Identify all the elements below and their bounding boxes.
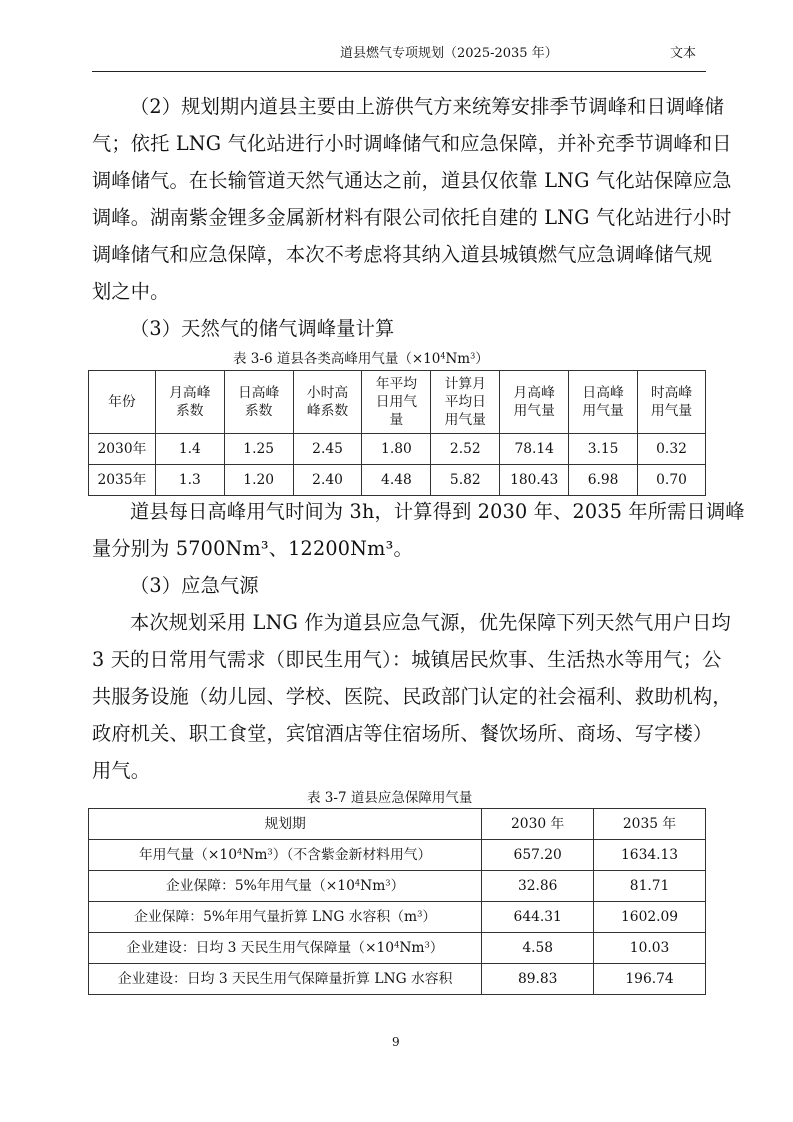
superscript: 4 [394, 939, 400, 950]
running-header-title: 道县燃气专项规划（2025-2035 年） [340, 46, 558, 61]
header-cell-line: 用气量 [513, 403, 555, 419]
header-cell: 2035 年 [594, 809, 706, 840]
header-cell-line: 日高峰 [582, 385, 624, 401]
text-line: 用气。 [92, 759, 151, 782]
text-line: 政府机关、职工食堂，宾馆酒店等住宿场所、餐饮场所、商场、写字楼） [92, 722, 713, 745]
table-cell: 4.48 [362, 465, 431, 496]
text-line: 调峰储气。在长输管道天然气通达之前，道县仅依靠 LNG 气化站保障应急 [92, 169, 732, 192]
row-label [89, 964, 482, 995]
table-cell: 0.70 [638, 465, 706, 496]
header-cell [500, 371, 569, 434]
header-cell-line: 系数 [176, 403, 204, 419]
text-line: 3 天的日常用气需求（即民生用气）：城镇居民炊事、生活热水等用气；公 [92, 648, 722, 671]
label-text: 企业建设：日均 3 天民生用气保障量（×10 [126, 940, 395, 956]
text-line: 划之中。 [92, 280, 170, 303]
header-rule [92, 71, 706, 72]
table-cell: 78.14 [500, 434, 569, 465]
header-cell-line: 时高峰 [650, 385, 693, 401]
label-text: 企业建设：日均 3 天民生用气保障量折算 LNG 水容积 [117, 971, 453, 987]
header-cell [569, 371, 638, 434]
value-v2035: 196.74 [594, 964, 706, 995]
label-text: ）（不含紫金新材料用气） [272, 847, 432, 863]
table-3-7-caption: 表 3-7 道县应急保障用气量 [307, 790, 473, 806]
table-cell: 1.20 [224, 465, 293, 496]
table-cell: 2035年 [89, 465, 156, 496]
header-cell: 规划期 [89, 809, 482, 840]
header-cell [89, 371, 156, 434]
table-3-6-caption: 表 3-6 道县各类高峰用气量$(\times 10^4Nm^3)$ [233, 350, 489, 367]
text-line: （2）规划期内道县主要由上游供气方来统筹安排季节调峰和日调峰储 [130, 95, 725, 118]
section-heading-emergency: （3）应急气源 [130, 574, 259, 597]
row-label [89, 840, 482, 871]
text-line: 道县每日高峰用气时间为 3h，计算得到 2030 年、2035 年所需日调峰 [130, 500, 745, 523]
row-label [89, 933, 482, 964]
table-row [89, 840, 706, 871]
label-text: ） [429, 940, 444, 956]
label-text: ） [390, 878, 405, 894]
text-line: 调峰。湖南紫金锂多金属新材料有限公司依托自建的 LNG 气化站进行小时 [92, 206, 732, 229]
header-cell-line: 峰系数 [306, 403, 349, 419]
superscript: 4 [237, 846, 243, 857]
text-line: 量分别为 5700Nm³、12200Nm³。 [92, 537, 413, 560]
header-cell [155, 371, 224, 434]
table-row [89, 933, 706, 964]
text-line: 本次规划采用 LNG 作为道县应急气源，优先保障下列天然气用户日均 [130, 611, 731, 634]
value-v2030: 32.86 [482, 871, 594, 902]
superscript: 3 [424, 939, 430, 950]
header-cell-line: 用气量 [582, 403, 624, 419]
label-text: Nm [399, 940, 425, 956]
header-cell [224, 371, 293, 434]
value-v2030: 4.58 [482, 933, 594, 964]
table-cell: 2.52 [431, 434, 500, 465]
header-cell-line: 计算月 [444, 376, 486, 392]
row-label [89, 902, 482, 933]
table-row [89, 964, 706, 995]
header-cell-line: 用气量 [650, 403, 693, 419]
table-cell: 2030年 [89, 434, 156, 465]
header-cell-line: 日用气 [375, 394, 418, 410]
value-v2030: 644.31 [482, 902, 594, 933]
table-row [89, 434, 706, 465]
superscript: 4 [354, 877, 361, 888]
superscript: 3 [417, 908, 423, 919]
header-cell-line: 日高峰 [237, 385, 280, 401]
table-3-6 [88, 370, 706, 496]
text-line: 共服务设施（幼儿园、学校、医院、民政部门认定的社会福利、救助机构， [92, 685, 732, 708]
header-cell: 2030 年 [482, 809, 594, 840]
header-cell [431, 371, 500, 434]
superscript: 3 [267, 846, 273, 857]
header-cell-line: 月高峰 [169, 385, 211, 401]
table-cell: 1.3 [155, 465, 224, 496]
header-cell [293, 371, 362, 434]
header-cell-line: 月高峰 [513, 385, 555, 401]
table-cell: 1.80 [362, 434, 431, 465]
table-cell: 1.25 [224, 434, 293, 465]
text-line: 调峰储气和应急保障，本次不考虑将其纳入道县城镇燃气应急调峰储气规 [92, 243, 713, 266]
value-v2035: 10.03 [594, 933, 706, 964]
table-cell: 180.43 [500, 465, 569, 496]
superscript: 3 [385, 877, 391, 888]
table-cell: 3.15 [569, 434, 638, 465]
label-text: 企业保障：5%年用气量折算 LNG 水容积（m [134, 909, 418, 925]
table-cell: 2.40 [293, 465, 362, 496]
label-text: ） [422, 909, 437, 925]
table-cell: 1.4 [155, 434, 224, 465]
label-text: Nm [360, 878, 386, 894]
value-v2035: 1634.13 [594, 840, 706, 871]
label-text: 企业保障：5%年用气量（×10 [165, 878, 355, 894]
label-text: Nm [242, 847, 268, 863]
header-cell-line: 系数 [244, 403, 273, 419]
table-row [89, 902, 706, 933]
table-row [89, 465, 706, 496]
page-number: 9 [392, 1035, 400, 1049]
table-header-row [89, 809, 706, 840]
header-cell-line: 年平均 [375, 376, 418, 392]
table-cell: 5.82 [431, 465, 500, 496]
section-heading-peak-calc: （3）天然气的储气调峰量计算 [130, 317, 395, 340]
table-cell: 2.45 [293, 434, 362, 465]
header-cell [638, 371, 706, 434]
header-cell-line: 小时高 [306, 385, 349, 401]
table-header-row [89, 371, 706, 434]
label-text: 年用气量（×10 [138, 847, 237, 863]
row-label [89, 871, 482, 902]
running-header-section: 文本 [670, 46, 697, 61]
value-v2035: 1602.09 [594, 902, 706, 933]
header-cell-line: 平均日 [444, 394, 486, 410]
table-row [89, 871, 706, 902]
value-v2030: 657.20 [482, 840, 594, 871]
table-3-7 [88, 808, 706, 995]
text-line: 气；依托 LNG 气化站进行小时调峰储气和应急保障，并补充季节调峰和日 [92, 132, 732, 155]
table-cell: 0.32 [638, 434, 706, 465]
table-cell: 6.98 [569, 465, 638, 496]
header-cell-line: 量 [389, 412, 404, 428]
value-v2035: 81.71 [594, 871, 706, 902]
header-cell-line: 用气量 [444, 412, 486, 428]
header-cell-line: 年份 [108, 394, 136, 410]
header-cell [362, 371, 431, 434]
value-v2030: 89.83 [482, 964, 594, 995]
